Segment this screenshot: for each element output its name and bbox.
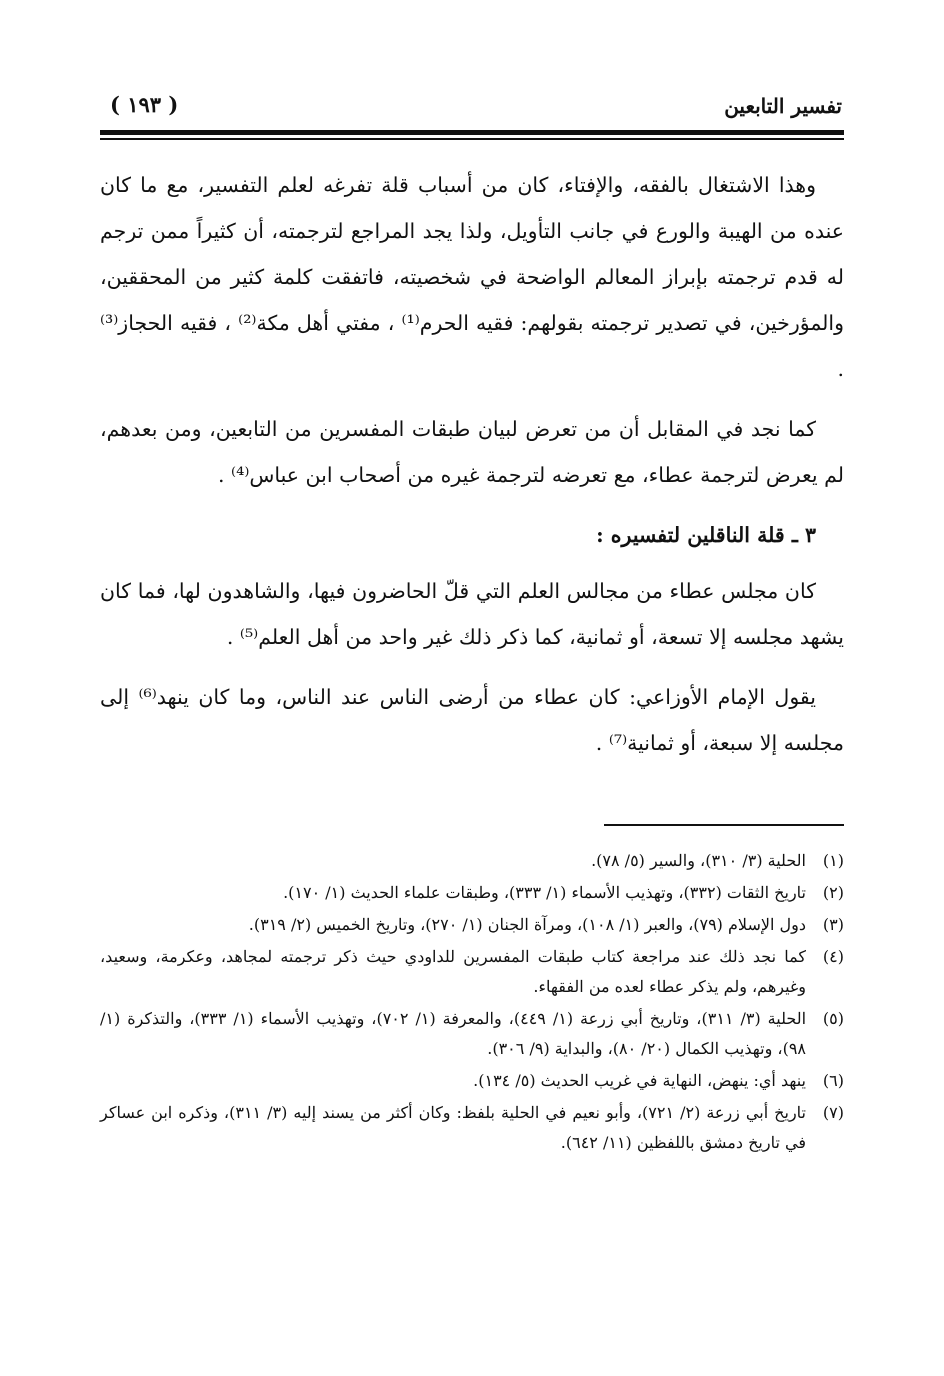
footnote-number: (٣) (822, 915, 844, 934)
book-page (100, 86, 844, 1366)
footnote (100, 878, 844, 908)
footnote-text: ينهد أي: ينهض، النهاية في غريب الحديث (٥/ ١٣٤). (473, 1071, 806, 1090)
paragraph-4: يقول الإمام الأوزاعي: كان عطاء من أرضى الناس عند الناس، وما كان ينهد⁽⁶⁾ إلى مجلسه إلا سبعة، أو ثمانية⁽⁷⁾ . (100, 685, 844, 755)
running-title: تفسير التابعين (724, 94, 842, 118)
main-text (100, 162, 844, 780)
footnote-text: كما نجد ذلك عند مراجعة كتاب طبقات المفسرين للداودي حيث ذكر ترجمته لمجاهد، وعكرمة، وسعيد، وغيرهم، ولم يذكر عطاء لعده من الفقهاء. (100, 947, 806, 996)
section-heading: ٣ ـ قلة الناقلين لتفسيره : (596, 523, 816, 547)
footnote-number: (٤) (822, 947, 844, 966)
footnote-text: الحلية (٣/ ٣١٠)، والسير (٥/ ٧٨). (591, 851, 806, 870)
footnote-number: (٦) (822, 1071, 844, 1090)
footnote-text: تاريخ الثقات (٣٣٢)، وتهذيب الأسماء (١/ ٣٣٣)، وطبقات علماء الحديث (١/ ١٧٠). (283, 883, 806, 902)
footnote (100, 846, 844, 876)
footnote (100, 942, 844, 1002)
footnote (100, 1098, 844, 1158)
footnote-text: الحلية (٣/ ٣١١)، وتاريخ أبي زرعة (١/ ٤٤٩)، والمعرفة (١/ ٧٠٢)، وتهذيب الأسماء (١/ ٣٣٣)، والتذكرة (١/ ٩٨)، وتهذيب الكمال (٢٠/ ٨٠)، والبداية (٩/ ٣٠٦). (100, 1009, 807, 1058)
footnote-separator (604, 824, 844, 826)
page-header (100, 86, 844, 122)
paragraph-1: وهذا الاشتغال بالفقه، والإفتاء، كان من أسباب قلة تفرغه لعلم التفسير، مع ما كان عنده من الهيبة والورع في جانب التأويل، ولذا يجد المراجع لترجمته، أن كثيراً ممن ترجم له قدم ترجمته بإبراز المعالم الواضحة في شخصيته، فاتفقت كلمة كثير من المحققين، والمؤرخين، في تصدير ترجمته بقولهم: فقيه الحرم⁽¹⁾ ، مفتي أهل مكة⁽²⁾ ، فقيه الحجاز⁽³⁾ . (100, 173, 845, 381)
footnote-text: دول الإسلام (٧٩)، والعبر (١/ ١٠٨)، ومرآة الجنان (١/ ٢٧٠)، وتاريخ الخميس (٢/ ٣١٩). (248, 915, 806, 934)
footnotes (100, 846, 844, 1160)
footnote-number: (٧) (822, 1103, 844, 1122)
paragraph-2: كما نجد في المقابل أن من تعرض لبيان طبقات المفسرين من التابعين، ومن بعدهم، لم يعرض لترجمة عطاء، مع تعرضه لترجمة غيره من أصحاب ابن عباس⁽⁴⁾ . (100, 417, 844, 487)
page-number: ( ١٩٣ ) (110, 92, 179, 117)
footnote-number: (٢) (822, 883, 844, 902)
footnote-number: (١) (822, 851, 844, 870)
footnote (100, 910, 844, 940)
footnote-text: تاريخ أبي زرعة (٢/ ٧٢١)، وأبو نعيم في الحلية بلفظ: وكان أكثر من يسند إليه (٣/ ٣١١)، وذكره ابن عساكر في تاريخ دمشق باللفظين (١١/ ٦٤٢). (100, 1103, 806, 1152)
footnote (100, 1066, 844, 1096)
header-rule-thin (100, 138, 844, 140)
paragraph-3: كان مجلس عطاء من مجالس العلم التي قلّ الحاضرون فيها، والشاهدون لها، فما كان يشهد مجلسه إلا تسعة، أو ثمانية، كما ذكر ذلك غير واحد من أهل العلم⁽⁵⁾ . (100, 579, 844, 649)
footnote-number: (٥) (822, 1009, 844, 1028)
header-rule-thick (100, 130, 844, 135)
footnote (100, 1004, 844, 1064)
